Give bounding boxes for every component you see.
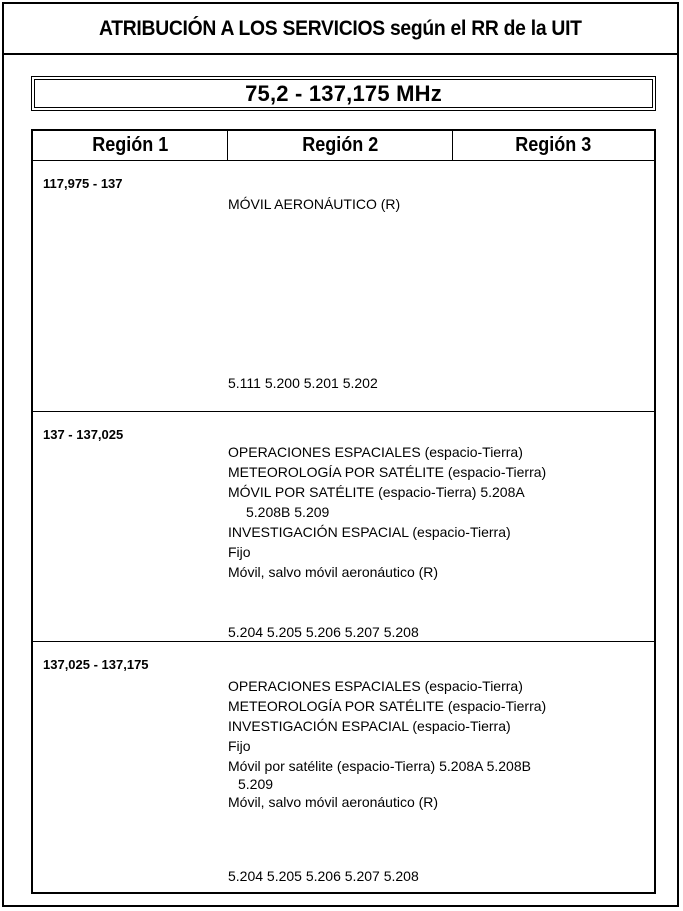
service-entry: MÓVIL POR SATÉLITE (espacio-Tierra) 5.208A [228, 484, 525, 500]
document-title-bar [4, 4, 677, 55]
frequency-band: 75,2 - 137,175 MHz [245, 80, 442, 106]
service-entry: Fijo [228, 738, 251, 754]
frequency-band-box [31, 76, 656, 111]
frequency-range: 137 - 137,025 [43, 427, 124, 442]
document-title: ATRIBUCIÓN A LOS SERVICIOS según el RR de la UIT [99, 16, 582, 40]
service-entry: 5.209 [238, 776, 274, 792]
document-frame [2, 2, 679, 907]
allocation-table [31, 129, 656, 894]
service-entry: INVESTIGACIÓN ESPACIAL (espacio-Tierra) [228, 718, 511, 734]
allocation-cell [228, 442, 648, 640]
service-entry: INVESTIGACIÓN ESPACIAL (espacio-Tierra) [228, 524, 511, 540]
allocation-cell [228, 676, 648, 884]
table-row [33, 642, 654, 892]
table-row [33, 161, 654, 412]
footnote-refs: 5.111 5.200 5.201 5.202 [228, 375, 378, 391]
service-entry: MÓVIL AERONÁUTICO (R) [228, 196, 401, 212]
footnote-refs: 5.204 5.205 5.206 5.207 5.208 [228, 868, 419, 884]
column-header-region-2: Región 2 [228, 131, 453, 160]
service-entry: OPERACIONES ESPACIALES (espacio-Tierra) [228, 678, 523, 694]
service-entry: Móvil por satélite (espacio-Tierra) 5.208A 5.208B [228, 758, 531, 774]
service-entry: Móvil, salvo móvil aeronáutico (R) [228, 794, 439, 810]
table-header [33, 131, 654, 161]
service-entry: Fijo [228, 544, 251, 560]
service-entry: OPERACIONES ESPACIALES (espacio-Tierra) [228, 444, 523, 460]
column-header-region-3: Región 3 [515, 134, 592, 156]
column-header-region-1: Región 1 [33, 131, 228, 160]
service-entry: METEOROLOGÍA POR SATÉLITE (espacio-Tierra) [228, 698, 547, 714]
frequency-range: 137,025 - 137,175 [43, 657, 149, 672]
footnote-refs: 5.204 5.205 5.206 5.207 5.208 [228, 624, 419, 640]
table-row [33, 412, 654, 642]
service-entry: Móvil, salvo móvil aeronáutico (R) [228, 564, 439, 580]
frequency-range: 117,975 - 137 [43, 176, 123, 191]
service-entry: METEOROLOGÍA POR SATÉLITE (espacio-Tierra) [228, 464, 547, 480]
service-entry: 5.208B 5.209 [246, 504, 330, 520]
